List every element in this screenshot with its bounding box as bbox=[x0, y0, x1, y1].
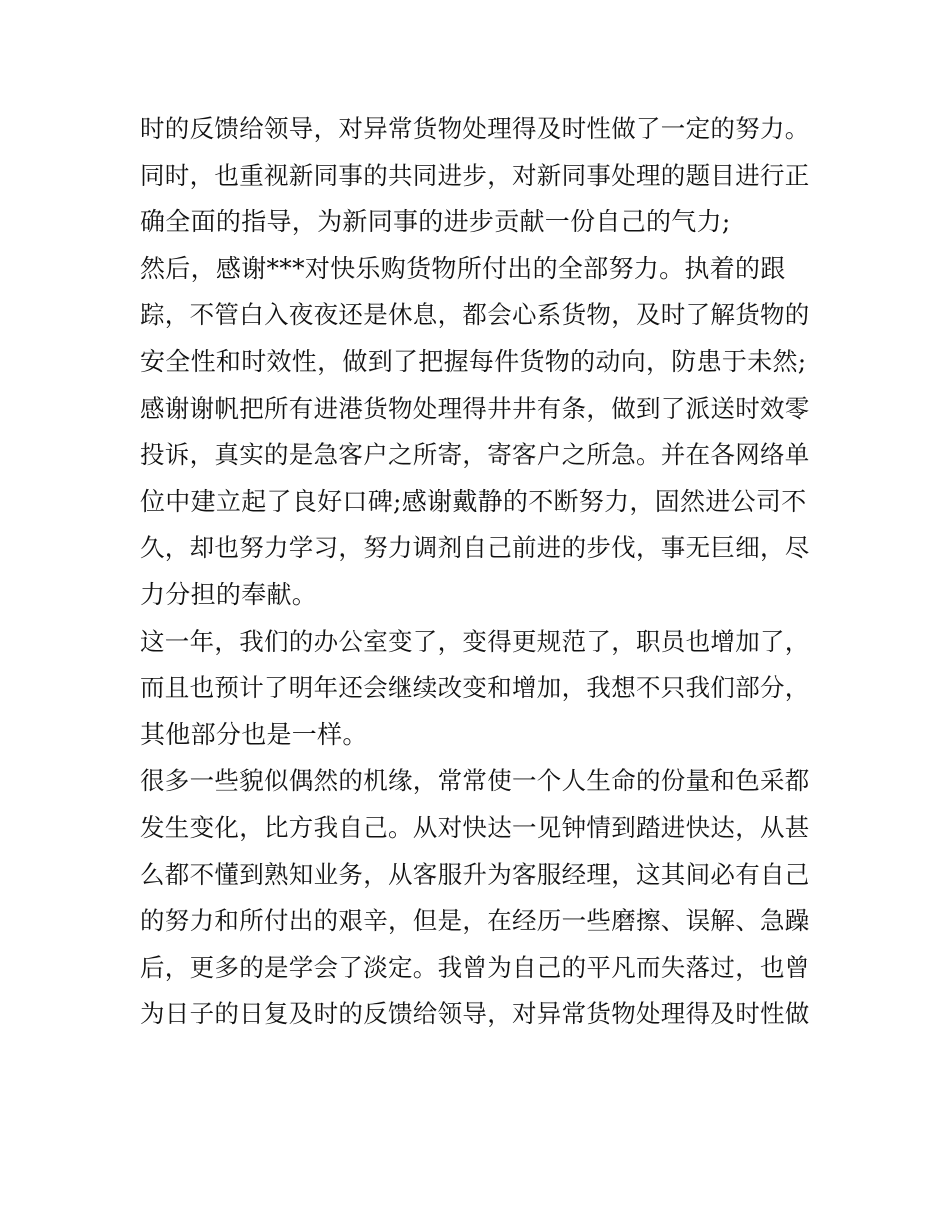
text-line: 为日子的日复及时的反馈给领导，对异常货物处理得及时性做 bbox=[140, 999, 810, 1029]
text-line: 而且也预计了明年还会继续改变和增加，我想不只我们部分， bbox=[140, 673, 810, 703]
text-line: 同时，也重视新同事的共同进步，对新同事处理的题目进行正 bbox=[140, 160, 810, 190]
body-text bbox=[140, 106, 820, 1038]
text-line: 踪，不管白入夜夜还是休息，都会心系货物，及时了解货物的 bbox=[140, 300, 810, 330]
text-line: 其他部分也是一样。 bbox=[140, 719, 368, 749]
text-line: 时的反馈给领导，对异常货物处理得及时性做了一定的努力。 bbox=[140, 114, 810, 143]
text-line: 么都不懂到熟知业务，从客服升为客服经理，这其间必有自己 bbox=[140, 859, 810, 889]
text-line: 久，却也努力学习，努力调剂自己前进的步伐，事无巨细，尽 bbox=[140, 533, 810, 563]
text-line: 投诉，真实的是急客户之所寄，寄客户之所急。并在各网络单 bbox=[140, 440, 810, 470]
text-line: 发生变化，比方我自己。从对快达一见钟情到踏进快达，从甚 bbox=[140, 812, 810, 842]
text-line: 后，更多的是学会了淡定。我曾为自己的平凡而失落过，也曾 bbox=[140, 952, 810, 982]
text-line: 确全面的指导，为新同事的进步贡献一份自己的气力; bbox=[140, 207, 731, 237]
text-line: 很多一些貌似偶然的机缘，常常使一个人生命的份量和色采都 bbox=[140, 766, 810, 796]
text-line: 安全性和时效性，做到了把握每件货物的动向，防患于未然; bbox=[140, 346, 807, 376]
text-line: 力分担的奉献。 bbox=[140, 579, 318, 609]
text-line: 的努力和所付出的艰辛，但是，在经历一些磨擦、误解、急躁 bbox=[140, 906, 810, 936]
text-line: 然后，感谢***对快乐购货物所付出的全部努力。执着的跟 bbox=[140, 253, 786, 283]
text-line: 感谢谢帆把所有进港货物处理得井井有条，做到了派送时效零 bbox=[140, 393, 810, 423]
text-line: 位中建立起了良好口碑;感谢戴静的不断努力，固然进公司不 bbox=[140, 486, 807, 516]
text-line: 这一年，我们的办公室变了，变得更规范了，职员也增加了， bbox=[140, 626, 810, 656]
